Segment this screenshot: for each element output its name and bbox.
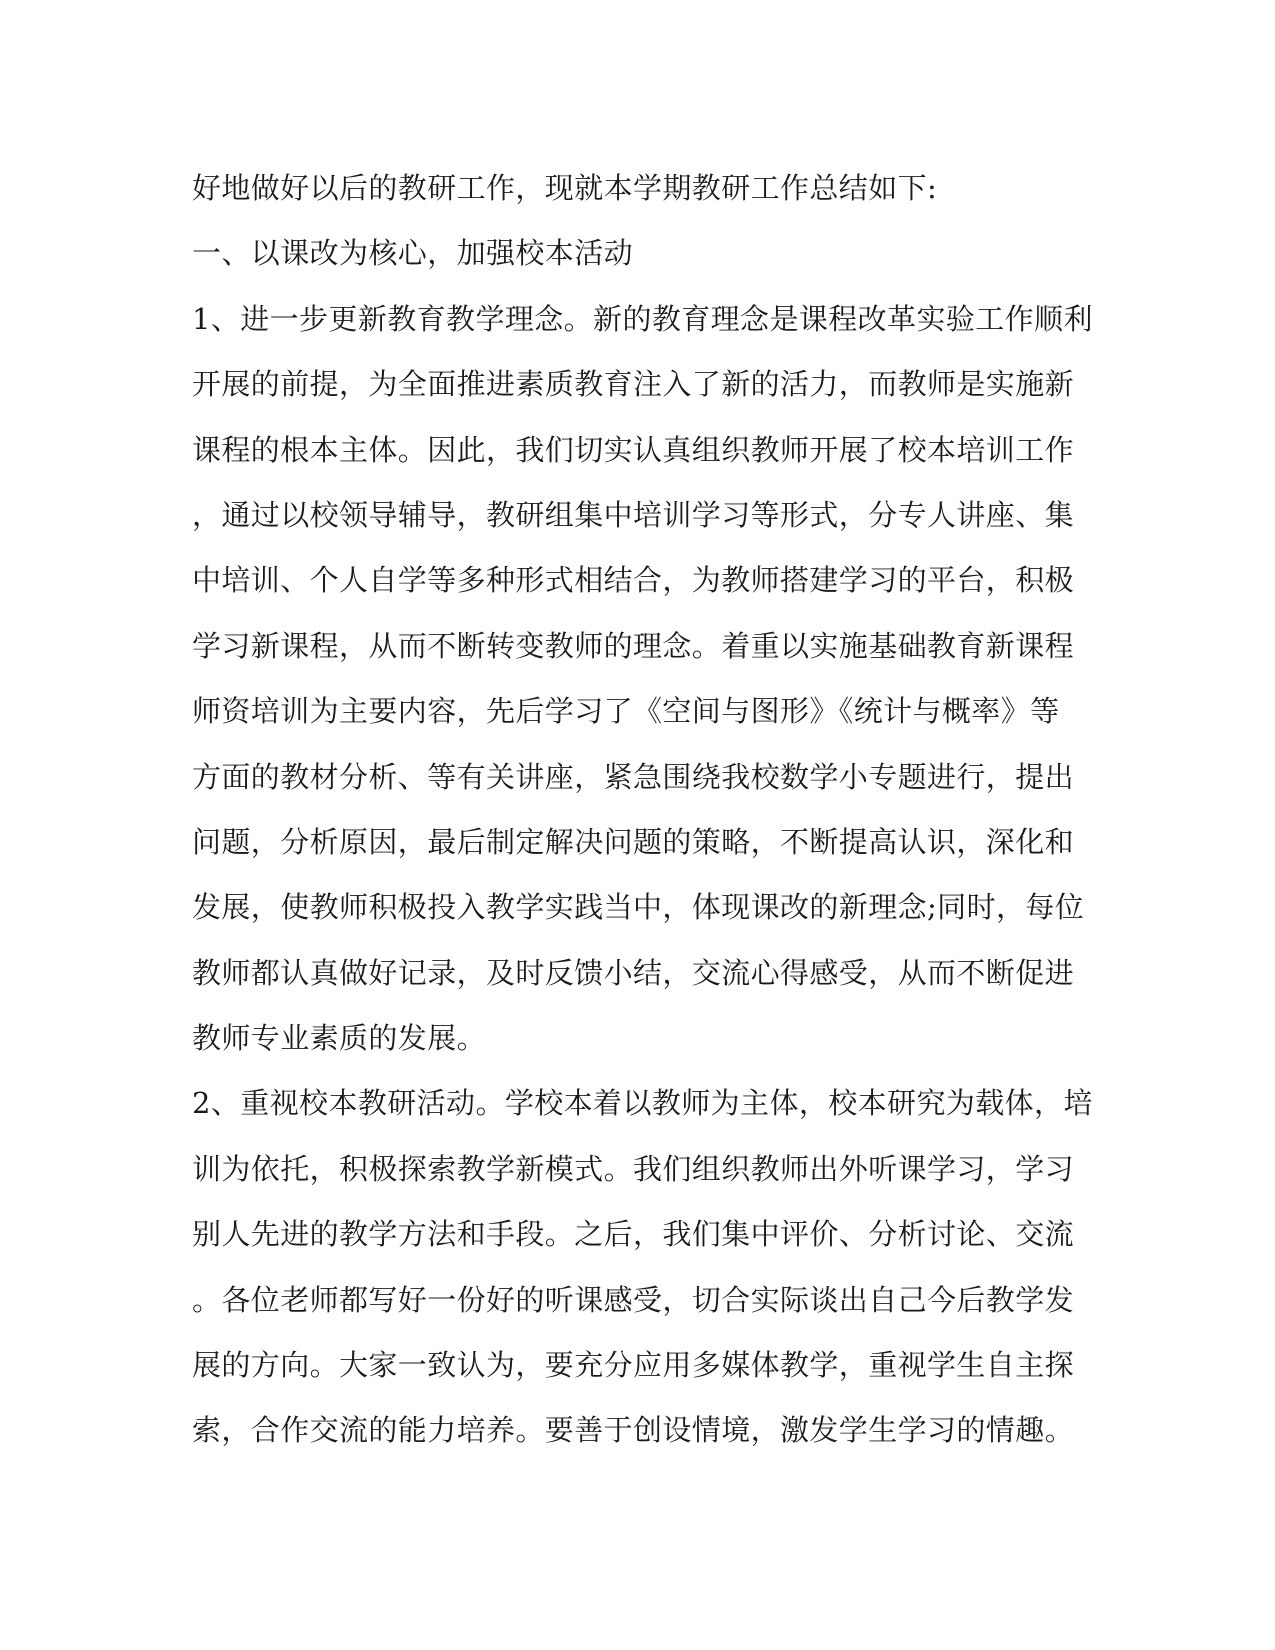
text-line: 教师都认真做好记录，及时反馈小结，交流心得感受，从而不断促进 — [192, 955, 1075, 990]
text-line: ，通过以校领导辅导，教研组集中培训学习等形式，分专人讲座、集 — [192, 497, 1075, 532]
text-line: 方面的教材分析、等有关讲座，紧急围绕我校数学小专题进行，提出 — [192, 759, 1075, 794]
text-line: 开展的前提，为全面推进素质教育注入了新的活力，而教师是实施新 — [192, 367, 1075, 402]
text-line: 1、进一步更新教育教学理念。新的教育理念是课程改革实验工作顺利 — [192, 301, 1093, 336]
text-line: 问题，分析原因，最后制定解决问题的策略，不断提高认识，深化和 — [192, 824, 1075, 859]
text-line: 发展，使教师积极投入教学实践当中，体现课改的新理念;同时，每位 — [192, 890, 1085, 925]
text-line: 训为依托，积极探索教学新模式。我们组织教师出外听课学习，学习 — [192, 1151, 1075, 1186]
text-line: 索，合作交流的能力培养。要善于创设情境，激发学生学习的情趣。 — [192, 1413, 1075, 1448]
section-heading: 一、以课改为核心，加强校本活动 — [192, 236, 634, 271]
text-line: 教师专业素质的发展。 — [192, 1021, 487, 1056]
text-line: 学习新课程，从而不断转变教师的理念。着重以实施基础教育新课程 — [192, 628, 1075, 663]
text-line: 师资培训为主要内容，先后学习了《空间与图形》《统计与概率》等 — [192, 694, 1060, 729]
text-line: 别人先进的教学方法和手段。之后，我们集中评价、分析讨论、交流 — [192, 1217, 1075, 1252]
text-line: 中培训、个人自学等多种形式相结合，为教师搭建学习的平台，积极 — [192, 563, 1075, 598]
text-line: 2、重视校本教研活动。学校本着以教师为主体，校本研究为载体，培 — [192, 1086, 1093, 1121]
text-line: 好地做好以后的教研工作，现就本学期教研工作总结如下: — [192, 171, 938, 205]
text-line: 。各位老师都写好一份好的听课感受，切合实际谈出自己今后教学发 — [192, 1282, 1075, 1317]
body-text — [192, 156, 1092, 1464]
text-line: 展的方向。大家一致认为，要充分应用多媒体教学，重视学生自主探 — [192, 1348, 1075, 1383]
text-line: 课程的根本主体。因此，我们切实认真组织教师开展了校本培训工作 — [192, 432, 1075, 467]
